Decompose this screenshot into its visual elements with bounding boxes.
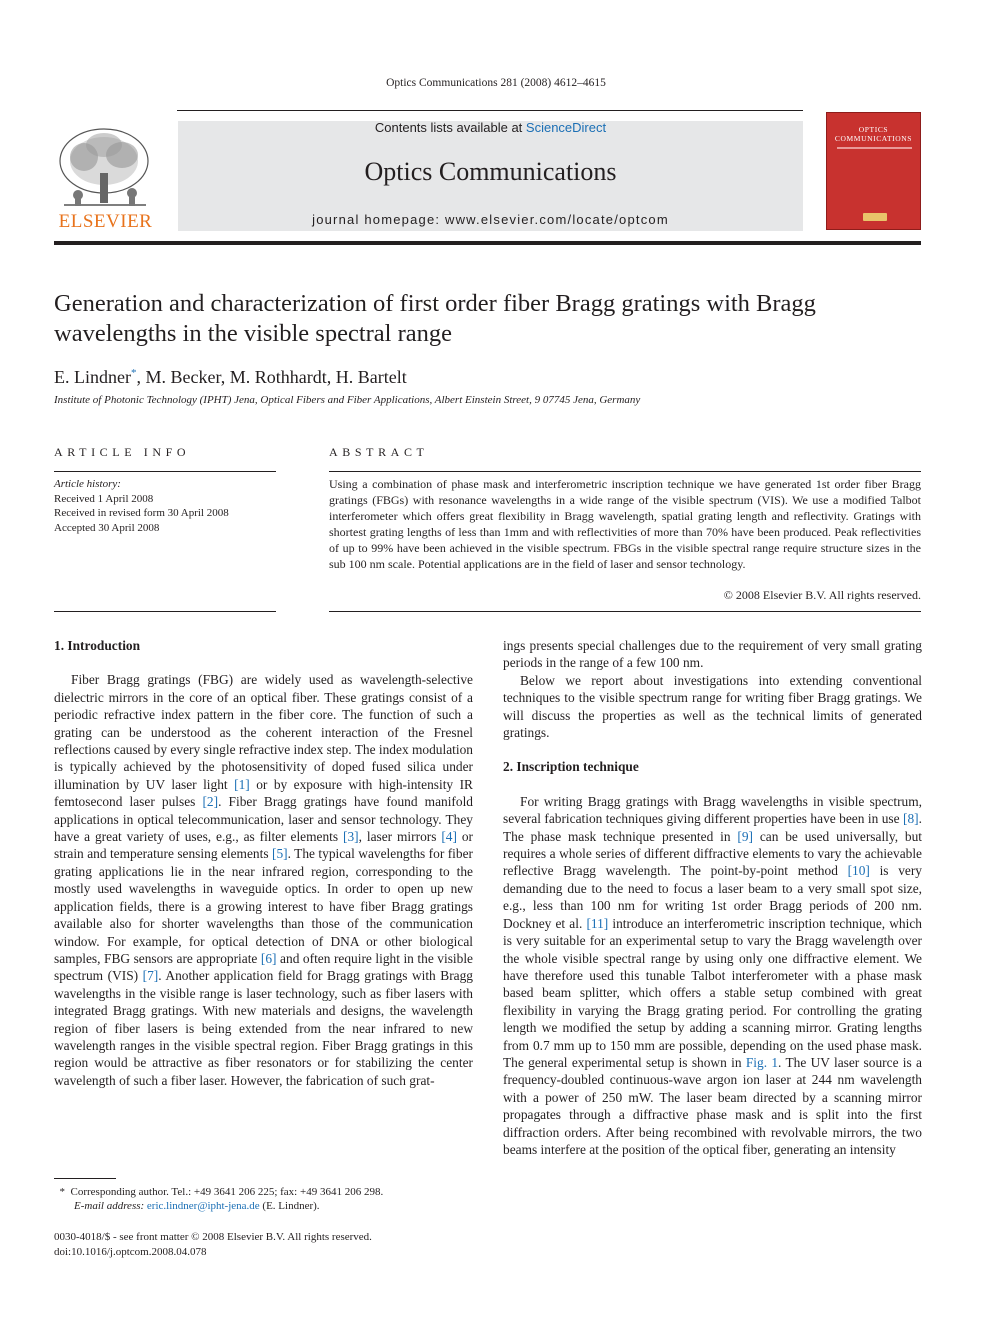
- citation-link[interactable]: [5]: [271, 846, 288, 862]
- text-run: Fiber Bragg gratings (FBG) are widely used as wavelength-selective dielectric mirrors in the core of an optical fiber. These gratings consist of a periodic refractive index pattern in the fiber core. The function of such a grating can be understood as the coherent interaction of the Fresnel reflections caused by every single refractive index step. The index modulation is typically achieved by the photosensitivity of doped fused silica under illumination by UV laser light: [54, 672, 473, 792]
- section-heading-introduction: 1. Introduction: [54, 638, 141, 653]
- journal-homepage[interactable]: journal homepage: www.elsevier.com/locate/optcom: [312, 212, 669, 227]
- text-run: . The phase mask technique presented in: [503, 811, 922, 844]
- text-run: , laser mirrors: [358, 829, 442, 845]
- text-run: For writing Bragg gratings with Bragg wavelengths in visible spectrum, several fabrication techniques giving different properties have been in use: [503, 793, 922, 827]
- author-email-link[interactable]: eric.lindner@ipht-jena.de: [146, 1200, 260, 1212]
- inscription-paragraph: [503, 793, 922, 1159]
- publisher-wordmark: ELSEVIER: [58, 211, 153, 232]
- corresponding-author-footnote: [54, 1185, 383, 1213]
- doi-line[interactable]: doi:10.1016/j.optcom.2008.04.078: [54, 1245, 207, 1258]
- contents-line: [178, 121, 803, 135]
- intro-paragraph: [54, 671, 473, 1089]
- accepted-date: Accepted 30 April 2008: [54, 521, 160, 534]
- footnote-rule: [54, 1178, 116, 1179]
- journal-cover-thumbnail: [826, 112, 921, 230]
- cover-publisher-logo: [863, 213, 887, 221]
- intro-paragraph-continued: ings presents special challenges due to the requirement of very small grating periods in the range of a few 100 nm.: [503, 638, 922, 671]
- received-date: Received 1 April 2008: [54, 492, 154, 505]
- contents-prefix: Contents lists available at: [374, 120, 526, 135]
- text-run: or by exposure with high-intensity IR femtosecond laser pulses: [54, 776, 473, 810]
- citation-link[interactable]: [4]: [441, 829, 457, 845]
- corresponding-author-mark[interactable]: *: [130, 367, 137, 379]
- journal-banner: [178, 121, 803, 231]
- abstract-rule-top: [329, 471, 921, 472]
- text-run: and often require light in the visible spectrum (VIS): [54, 950, 473, 984]
- cover-title: OPTICS COMMUNICATIONS: [834, 125, 913, 143]
- info-rule-top: [54, 471, 276, 472]
- text-run: can be used universally, but requires a whole series of different diffractive elements to vary the achievable reflective Bragg wavelength. The point-by-point method: [503, 828, 923, 879]
- abstract-copyright: © 2008 Elsevier B.V. All rights reserved.: [723, 588, 921, 602]
- figure-link[interactable]: Fig. 1: [745, 1054, 779, 1070]
- citation-link[interactable]: [7]: [142, 968, 159, 984]
- history-label: Article history:: [54, 478, 121, 490]
- other-authors: , M. Becker, M. Rothhardt, H. Bartelt: [136, 367, 407, 387]
- citation-link[interactable]: [6]: [260, 950, 277, 966]
- abstract-heading: ABSTRACT: [329, 445, 429, 459]
- citation-link[interactable]: [11]: [586, 915, 609, 931]
- journal-reference: Optics Communications 281 (2008) 4612–4615: [386, 77, 606, 89]
- citation-link[interactable]: [3]: [343, 829, 359, 845]
- journal-name: Optics Communications: [364, 157, 617, 186]
- revised-date: Received in revised form 30 April 2008: [54, 507, 229, 519]
- cover-rule: [837, 147, 912, 149]
- body-column-left: [54, 637, 473, 1089]
- text-run: . The UV laser source is a frequency-doubled continuous-wave argon ion laser at 244 nm wavelength with a power of 250 mW. The laser beam directed by a scanning mirror propagates through a diffractive phase mask and is split into the first diffraction orders. After being recombined with revolvable mirrors, the two beams interfere at the position of the optical fiber, generating an intensity: [503, 1054, 922, 1157]
- first-author: E. Lindner: [54, 367, 131, 387]
- citation-link[interactable]: [1]: [234, 776, 250, 792]
- text-run: or strain and temperature sensing elements: [54, 829, 473, 862]
- citation-link[interactable]: [10]: [847, 863, 870, 879]
- citation-link[interactable]: [9]: [737, 828, 753, 844]
- abstract-text: Using a combination of phase mask and interferometric inscription technique we have generated 1st order fiber Bragg gratings (FBGs) with resonance wavelengths in a wide range of the visible spectrum (VIS). We use a modified Talbot interferometer which offers great flexibility in Bragg wavelength, spatial grating length and reflectivity. Gratings with shortest grating lengths of less than 1mm and with reflectivities of more than 70% have been produced. Peak reflectivities of up to 99% have been achieved in the visible spectrum. FBGs in the visible spectral range require structure sizes in the sub 100 nm scale. Potential applications are in the field of laser and sensor technology.: [329, 477, 921, 571]
- citation-link[interactable]: [2]: [202, 794, 219, 810]
- email-suffix: (E. Lindner).: [259, 1200, 320, 1212]
- section-heading-inscription: 2. Inscription technique: [503, 759, 639, 775]
- intro-paragraph-2: Below we report about investigations into extending conventional techniques to the visible spectrum range for writing fiber Bragg gratings. We will discuss the properties as well as the technical limits of generated gratings.: [503, 672, 922, 741]
- footnote-corresponding: Corresponding author. Tel.: +49 3641 206 225; fax: +49 3641 206 298.: [70, 1186, 384, 1198]
- affiliation: Institute of Photonic Technology (IPHT) Jena, Optical Fibers and Fiber Applications, Albert Einstein Street, 9 07745 Jena, Germany: [54, 394, 641, 406]
- article-history: [54, 477, 229, 535]
- footnote-mark: *: [59, 1186, 65, 1198]
- issn-line: 0030-4018/$ - see front matter © 2008 Elsevier B.V. All rights reserved.: [54, 1231, 372, 1243]
- sciencedirect-link[interactable]: ScienceDirect: [525, 120, 607, 135]
- text-run: is very demanding due to the need to focus a laser beam to a very small spot size, e.g., less than 100 nm for writing 1st order Bragg periods of 200 nm. Dockney et al.: [503, 863, 922, 931]
- citation-link[interactable]: [8]: [903, 811, 919, 827]
- article-info-heading: ARTICLE INFO: [54, 445, 191, 459]
- info-rule-bottom: [54, 611, 276, 612]
- abstract-rule-bottom: [329, 611, 921, 612]
- author-list: [54, 362, 407, 388]
- text-run: introduce an interferometric inscription technique, which is very suitable for an experimental setup to vary the Bragg wavelength over the whole visible spectral range by using only one diffractive element. We have therefore used this tunable Talbot interferometer with a phase mask based beam splitter, which offers a stable setup combined with great flexibility in varying the Bragg grating period. For controlling the grating length we modified the setup by adding a scanning mirror. Grating lengths from 0.7 mm up to 150 mm are possible, depending on the used phase mask. The general experimental setup is shown in: [503, 915, 922, 1070]
- body-column-right: [503, 637, 922, 1158]
- email-label: E-mail address:: [74, 1200, 145, 1212]
- paper-title: Generation and characterization of first order fiber Bragg gratings with Bragg wavelengths in the visible spectral range: [54, 290, 816, 347]
- text-run: . Fiber Bragg gratings have found manifold applications in optical telecommunication, laser and sensor technology. They have a great variety of uses, e.g., as filter elements: [54, 794, 473, 845]
- header-thick-rule: [54, 241, 921, 245]
- text-run: . Another application field for Bragg gratings with Bragg wavelengths in the visible range is laser technology, such as fiber lasers with integrated Bragg gratings. With new materials and designs, the wavelength region of fiber lasers is being extended from the near infrared to new wavelength ranges in the visible spectral region. Fiber Bragg gratings in this region would be attractive as fiber resonators or for stabilizing the center wavelength of such a fiber laser. However, the fabrication of such grat-: [54, 968, 474, 1088]
- header-rule: [177, 110, 803, 111]
- text-run: . The typical wavelengths for fiber grating applications lie in the near infrared region, corresponding to the mostly used wavelengths in waveguide optics. In order to open up new application fields, there is a growing interest to have fiber Bragg gratings available also for shorter wavelengths than those of the communication window. For example, for optical detection of DNA or other biological samples, FBG sensors are appropriate: [54, 846, 473, 966]
- front-matter: [54, 1230, 372, 1259]
